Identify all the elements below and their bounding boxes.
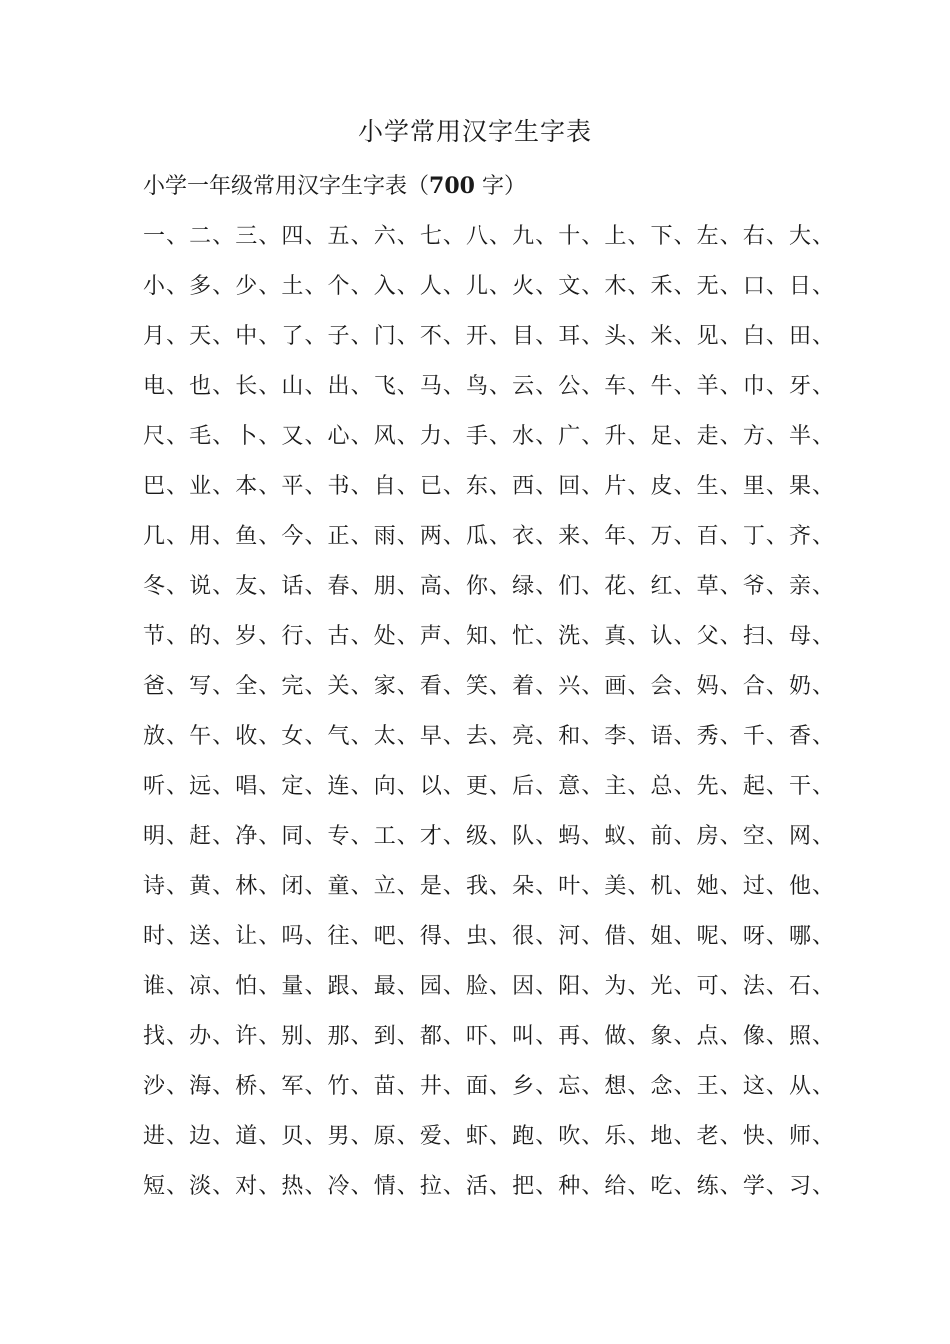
character-line: 放、午、收、女、气、太、早、去、亮、和、李、语、秀、千、香、: [143, 724, 836, 749]
character-line: 一、二、三、四、五、六、七、八、九、十、上、下、左、右、大、: [143, 224, 836, 249]
section-heading-prefix: 小学一年级常用汉字生字表（: [143, 174, 430, 199]
character-line: 节、的、岁、行、古、处、声、知、忙、洗、真、认、父、扫、母、: [143, 624, 836, 649]
character-line: 巴、业、本、平、书、自、已、东、西、回、片、皮、生、里、果、: [143, 474, 836, 499]
character-line: 时、送、让、吗、往、吧、得、虫、很、河、借、姐、呢、呀、哪、: [143, 924, 836, 949]
document-title: 小学常用汉字生字表: [357, 117, 592, 146]
section-heading: [143, 168, 526, 205]
character-line: 短、淡、对、热、冷、情、拉、活、把、种、给、吃、练、学、习、: [143, 1174, 836, 1199]
character-line: 电、也、长、山、出、飞、马、鸟、云、公、车、牛、羊、巾、牙、: [143, 374, 836, 399]
character-line: 谁、凉、怕、量、跟、最、园、脸、因、阳、为、光、可、法、石、: [143, 974, 836, 999]
section-heading-suffix: 字）: [474, 174, 526, 199]
character-line: 明、赶、净、同、专、工、才、级、队、蚂、蚁、前、房、空、网、: [143, 824, 836, 849]
character-line: 诗、黄、林、闭、童、立、是、我、朵、叶、美、机、她、过、他、: [143, 874, 836, 899]
character-line: 尺、毛、卜、又、心、风、力、手、水、广、升、足、走、方、半、: [143, 424, 836, 449]
character-list: [143, 219, 836, 1219]
character-line: 听、远、唱、定、连、向、以、更、后、意、主、总、先、起、干、: [143, 774, 836, 799]
character-line: 爸、写、全、完、关、家、看、笑、着、兴、画、会、妈、合、奶、: [143, 674, 836, 699]
character-line: 月、天、中、了、子、门、不、开、目、耳、头、米、见、白、田、: [143, 324, 836, 349]
character-line: 进、边、道、贝、男、原、爱、虾、跑、吹、乐、地、老、快、师、: [143, 1124, 836, 1149]
section-heading-count: 700: [429, 173, 475, 199]
character-line: 找、办、许、别、那、到、都、吓、叫、再、做、象、点、像、照、: [143, 1024, 836, 1049]
character-line: 冬、说、友、话、春、朋、高、你、绿、们、花、红、草、爷、亲、: [143, 574, 836, 599]
character-line: 小、多、少、土、个、入、人、儿、火、文、木、禾、无、口、日、: [143, 274, 836, 299]
character-line: 沙、海、桥、军、竹、苗、井、面、乡、忘、想、念、王、这、从、: [143, 1074, 836, 1099]
character-line: 几、用、鱼、今、正、雨、两、瓜、衣、来、年、万、百、丁、齐、: [143, 524, 836, 549]
